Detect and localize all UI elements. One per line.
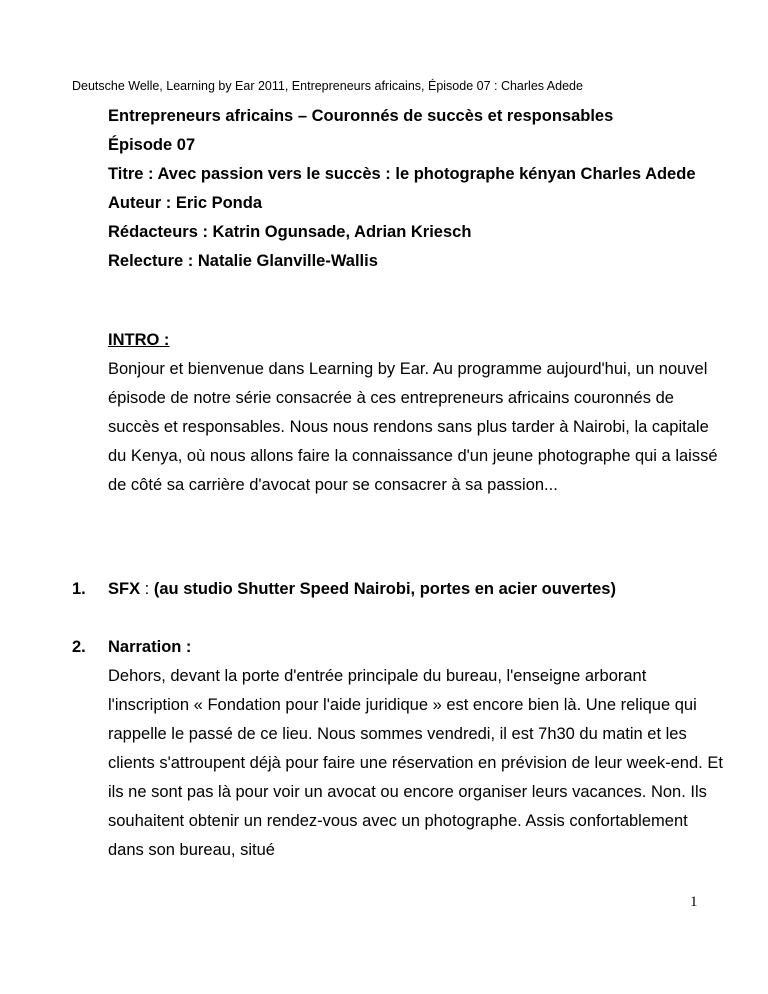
script-item-2 <box>72 633 728 865</box>
page-number: 1 <box>690 894 698 910</box>
episode-title: Titre : Avec passion vers le succès : le photographe kényan Charles Adede <box>108 165 696 183</box>
series-title: Entrepreneurs africains – Couronnés de succès et responsables <box>108 107 614 125</box>
item-text: (au studio Shutter Speed Nairobi, portes en acier ouvertes) <box>153 580 616 598</box>
item-label: SFX <box>108 580 141 598</box>
item-number: 1. <box>72 580 86 598</box>
running-header: Deutsche Welle, Learning by Ear 2011, Entrepreneurs africains, Épisode 07 : Charles Adede <box>72 79 583 93</box>
document-metadata <box>108 102 728 276</box>
item-text: Dehors, devant la porte d'entrée principale du bureau, l'enseigne arborant l'inscription « Fondation pour l'aide juridique » est encore bien là. Une relique qui rappelle le passé de ce lieu. Nous sommes vendredi, il est 7h30 du matin et les clients s'attroupent déjà pour faire une réservation en prévision de leur week-end. Et ils ne sont pas là pour voir un avocat ou encore organiser leurs vacances. Non. Ils souhaitent obtenir un rendez-vous avec un photographe. Assis confortablement dans son bureau, situé <box>108 667 723 859</box>
script-item-1 <box>72 575 728 604</box>
item-number: 2. <box>72 638 86 656</box>
intro-section <box>108 326 728 500</box>
editors-line: Rédacteurs : Katrin Ogunsade, Adrian Kriesch <box>108 223 472 241</box>
item-label: Narration : <box>108 638 192 656</box>
item-separator: : <box>140 580 154 598</box>
episode-label: Épisode 07 <box>108 136 196 154</box>
proofreading-line: Relecture : Natalie Glanville-Wallis <box>108 252 378 270</box>
intro-text: Bonjour et bienvenue dans Learning by Ear. Au programme aujourd'hui, un nouvel épisode de notre série consacrée à ces entrepreneurs africains couronnés de succès et responsables. Nous nous rendons sans plus tarder à Nairobi, la capitale du Kenya, où nous allons faire la connaissance d'un jeune photographe qui a laissé de côté sa carrière d'avocat pour se consacrer à sa passion... <box>108 360 718 494</box>
author-line: Auteur : Eric Ponda <box>108 194 263 212</box>
intro-heading: INTRO : <box>108 331 170 349</box>
